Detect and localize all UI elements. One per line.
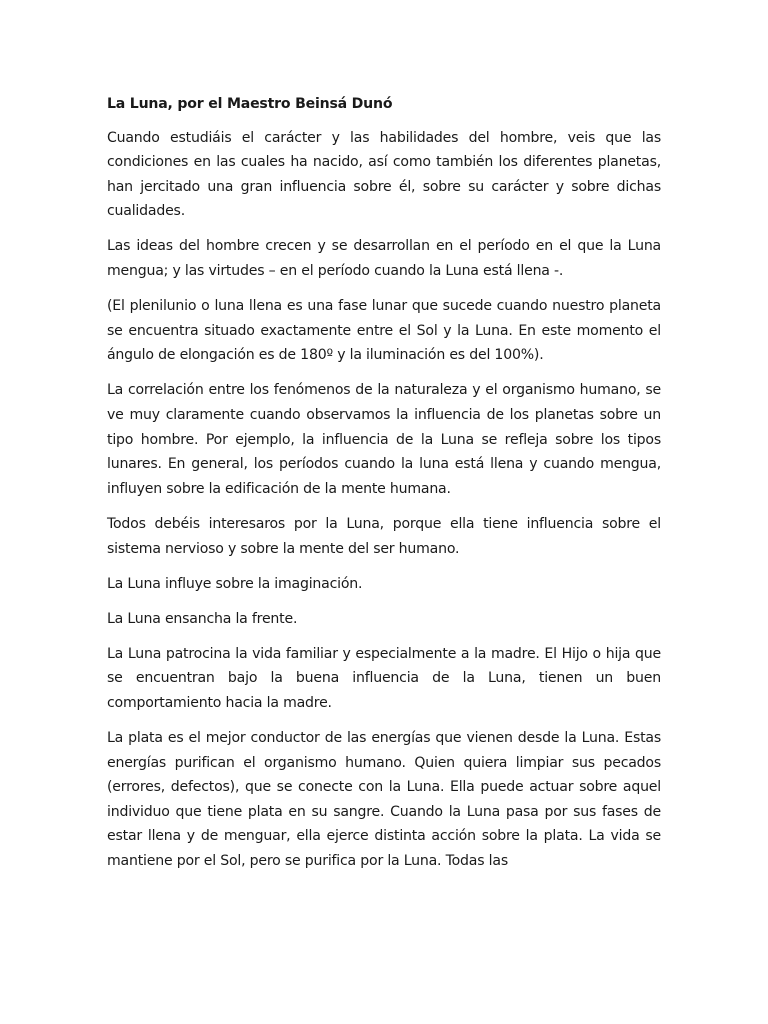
document-title: La Luna, por el Maestro Beinsá Dunó: [107, 96, 393, 112]
paragraph-9: La plata es el mejor conductor de las energías que vienen desde la Luna. Estas energías purifican el organismo humano. Quien quiera limpiar sus pecados (errores, defectos), que se conecte con la Luna. Ella puede actuar sobre aquel individuo que tiene plata en su sangre. Cuando la Luna pasa por sus fases de estar llena y de menguar, ella ejerce distinta acción sobre la plata. La vida se mantiene por el Sol, pero se purifica por la Luna. Todas las: [107, 730, 661, 870]
document-body: [107, 92, 661, 884]
paragraph-6: La Luna influye sobre la imaginación.: [107, 575, 363, 592]
paragraph-3: (El plenilunio o luna llena es una fase lunar que sucede cuando nuestro planeta se encuentra situado exactamente entre el Sol y la Luna. En este momento el ángulo de elongación es de 180º y la iluminación es del 100%).: [107, 298, 661, 364]
paragraph-7: La Luna ensancha la frente.: [107, 610, 298, 627]
paragraph-1: Cuando estudiáis el carácter y las habilidades del hombre, veis que las condiciones en las cuales ha nacido, así como también los diferentes planetas, han jercitado una gran influencia sobre él, sobre su carácter y sobre dichas cualidades.: [107, 129, 661, 220]
paragraph-4: La correlación entre los fenómenos de la naturaleza y el organismo humano, se ve muy claramente cuando observamos la influencia de los planetas sobre un tipo hombre. Por ejemplo, la influencia de la Luna se refleja sobre los tipos lunares. En general, los períodos cuando la luna está llena y cuando mengua, influyen sobre la edificación de la mente humana.: [107, 382, 661, 497]
paragraph-2: Las ideas del hombre crecen y se desarrollan en el período en el que la Luna mengua; y las virtudes – en el período cuando la Luna está llena -.: [107, 238, 661, 280]
paragraph-5: Todos debéis interesaros por la Luna, porque ella tiene influencia sobre el sistema nervioso y sobre la mente del ser humano.: [107, 515, 661, 557]
paragraph-8: La Luna patrocina la vida familiar y especialmente a la madre. El Hijo o hija que se encuentran bajo la buena influencia de la Luna, tienen un buen comportamiento hacia la madre.: [107, 645, 661, 711]
